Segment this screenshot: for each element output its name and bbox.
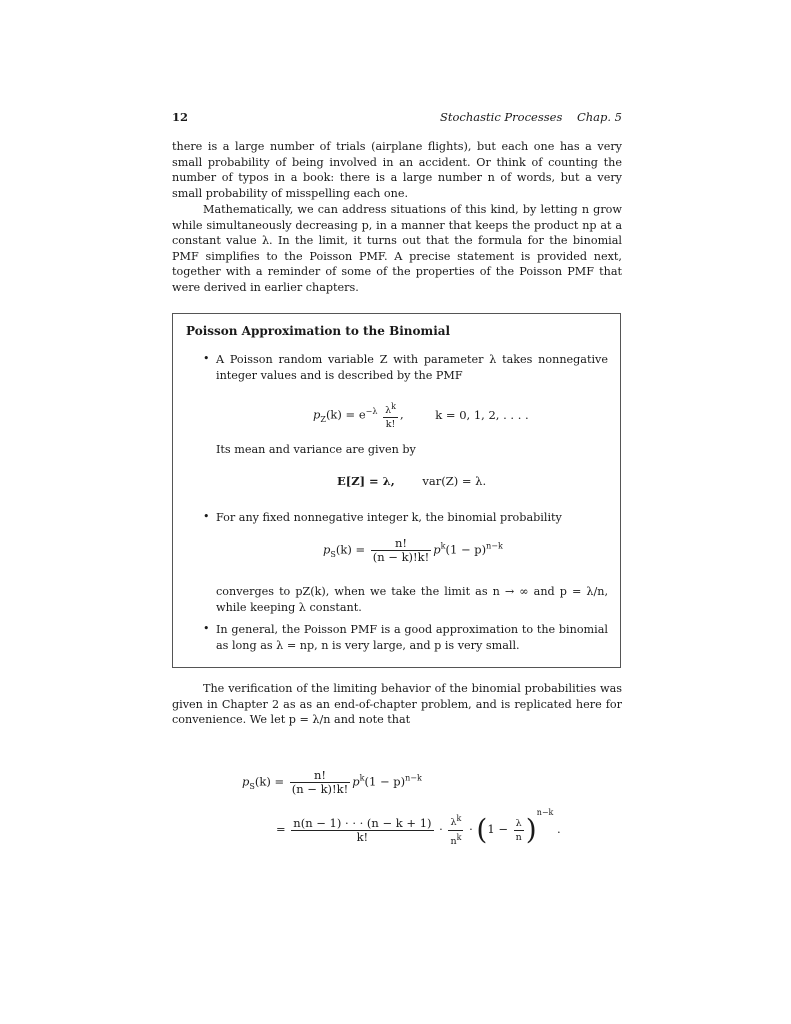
equation-mean-variance: E[Z] = λ, var(Z) = λ. xyxy=(337,474,487,488)
mean-variance-intro: Its mean and variance are given by xyxy=(216,443,416,456)
bullet-binomial: For any fixed nonnegative integer k, the binomial probability xyxy=(216,511,562,524)
running-title: Stochastic Processes xyxy=(440,110,563,124)
equation-derivation-line1: $p_S(k)$ = $\frac{n!}{(n - k)!k!}$ $p^k(1 - p)^{n-k}$ xyxy=(242,768,422,796)
paragraph-verification: The verification of the limiting behavior of the binomial probabilities was given in Chapter 2 as as an end-of-chapter problem, and is replicated here for convenience. We let p = λ/n and note that xyxy=(172,682,622,726)
bullet-icon: • xyxy=(203,352,210,365)
bullet-general: In general, the Poisson PMF is a good approximation to the binomial as long as λ = np, n is very large, and p is very small. xyxy=(216,623,608,652)
chapter-label: Chap. 5 xyxy=(576,110,622,124)
equation-poisson-pmf: $p_Z(k) = e^{-\lambda}$ $\frac{\lambda^k}{k!}$ , k = 0, 1, 2, . . . . xyxy=(313,402,529,431)
page-header xyxy=(172,110,622,126)
page-number: 12 xyxy=(172,110,189,124)
bullet-icon: • xyxy=(203,510,210,523)
converges-text: converges to pZ(k), when we take the limit as n → ∞ and p = λ/n, while keeping λ constant. xyxy=(216,585,608,614)
box-title: Poisson Approximation to the Binomial xyxy=(186,324,451,338)
bullet-poisson-def: A Poisson random variable Z with parameter λ takes nonnegative integer values and is described by the PMF xyxy=(216,353,608,382)
paragraph-intro: there is a large number of trials (airplane flights), but each one has a very small probability of being involved in an accident. Or think of counting the number of typos in a book: there is a large number n of words, but a very small probability of misspelling each one. xyxy=(172,140,622,200)
paragraph-mathematically: Mathematically, we can address situations of this kind, by letting n grow while simultaneously decreasing p, in a manner that keeps the product np at a constant value λ. In the limit, it turns out that the formula for the binomial PMF simplifies to the Poisson PMF. A precise statement is provided next, together with a reminder of some of the properties of the Poisson PMF that were derived in earlier chapters. xyxy=(172,203,622,294)
equation-derivation-line2: = $\frac{n(n - 1) \cdot \cdot \cdot (n - k + 1)}{k!}$ · $\frac{\lambda^k}{n^k}$ · (1 − $\frac{\lambda}{n}$ )$^{n-k}$ . xyxy=(276,808,561,847)
theorem-box xyxy=(172,313,621,668)
bullet-icon: • xyxy=(203,622,210,635)
equation-binomial: $p_S(k)$ = $\frac{n!}{(n - k)!k!}$ $p^k(1 - p)^{n-k}$ xyxy=(323,536,503,564)
